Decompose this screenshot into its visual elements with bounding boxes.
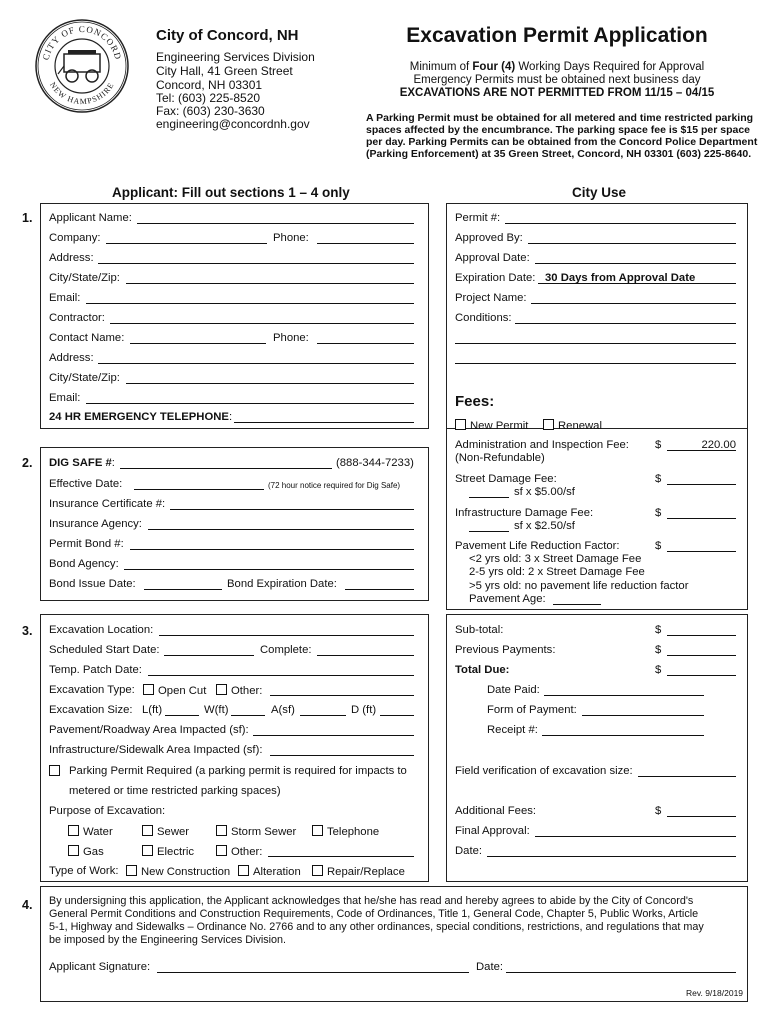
section-number-1: 1.	[22, 211, 33, 225]
subtotal-label: Sub-total:	[455, 624, 504, 636]
receipt-label: Receipt #:	[487, 724, 538, 736]
approved-by-field[interactable]	[528, 243, 736, 244]
admin-fee-label: Administration and Inspection Fee:	[455, 439, 629, 451]
min-days-note: Minimum of Four (4) Working Days Required for Approval	[409, 61, 705, 73]
excavation-type-label: Excavation Type:	[49, 684, 135, 696]
pavement-factor-field[interactable]	[667, 551, 736, 552]
address-field[interactable]	[98, 263, 414, 264]
city-state-zip-label: City/State/Zip:	[49, 272, 120, 284]
alteration-box[interactable]	[238, 865, 249, 876]
complete-label: Complete:	[260, 644, 312, 656]
storm-sewer-checkbox[interactable]: Storm Sewer	[216, 825, 296, 839]
telephone-checkbox[interactable]: Telephone	[312, 825, 379, 839]
bond-issue-field[interactable]	[144, 589, 222, 590]
repair-replace-checkbox[interactable]: Repair/Replace	[312, 865, 405, 879]
contractor-email-label: Email:	[49, 392, 81, 404]
emergency-telephone-field[interactable]	[234, 422, 414, 423]
company-field[interactable]	[106, 243, 267, 244]
gas-checkbox[interactable]: Gas	[68, 845, 104, 859]
telephone-box[interactable]	[312, 825, 323, 836]
temp-patch-field[interactable]	[148, 675, 414, 676]
electric-checkbox[interactable]: Electric	[142, 845, 194, 859]
form-of-payment-label: Form of Payment:	[487, 704, 577, 716]
scheduled-start-label: Scheduled Start Date:	[49, 644, 160, 656]
purpose-other-checkbox[interactable]: Other:	[216, 845, 262, 859]
insurance-cert-field[interactable]	[170, 509, 414, 510]
email-field[interactable]	[86, 303, 414, 304]
street-damage-label: Street Damage Fee:	[455, 473, 557, 485]
address-line-1: City Hall, 41 Green Street	[156, 64, 293, 78]
project-name-field[interactable]	[531, 303, 736, 304]
form-of-payment-field[interactable]	[582, 715, 704, 716]
receipt-field[interactable]	[542, 735, 704, 736]
excavation-other-checkbox[interactable]: Other:	[216, 684, 262, 698]
area-label: A(sf)	[271, 704, 295, 716]
final-approval-field[interactable]	[535, 836, 736, 837]
email-label: Email:	[49, 292, 81, 304]
conditions-field-3[interactable]	[455, 363, 736, 364]
total-due-label: Total Due:	[455, 664, 510, 676]
infra-damage-fee-field[interactable]	[667, 518, 736, 519]
section-number-3: 3.	[22, 624, 33, 638]
conditions-field-2[interactable]	[455, 343, 736, 344]
city-state-zip-field[interactable]	[126, 283, 414, 284]
parking-note-3: per day. Parking Permits can be obtained from the Concord Police Department	[366, 136, 758, 148]
bond-agency-field[interactable]	[124, 569, 414, 570]
approval-date-field[interactable]	[535, 263, 736, 264]
contractor-label: Contractor:	[49, 312, 105, 324]
dig-safe-notice: (72 hour notice required for Dig Safe)	[268, 481, 401, 490]
telephone-text: Tel: (603) 225-8520	[156, 91, 261, 105]
infra-damage-dollar: $	[655, 507, 662, 519]
additional-fees-dollar: $	[655, 805, 662, 817]
permit-bond-label: Permit Bond #:	[49, 538, 124, 550]
bond-expiration-field[interactable]	[345, 589, 414, 590]
purpose-label: Purpose of Excavation:	[49, 805, 166, 817]
admin-fee-value: 220.00	[701, 439, 736, 451]
signature-field[interactable]	[157, 972, 469, 973]
purpose-other-field[interactable]	[268, 856, 414, 857]
field-verification-field[interactable]	[638, 776, 736, 777]
contact-name-label: Contact Name:	[49, 332, 125, 344]
contractor-email-field[interactable]	[86, 403, 414, 404]
expiration-date-value: 30 Days from Approval Date	[545, 272, 696, 284]
electric-box[interactable]	[142, 845, 153, 856]
street-damage-sf-field[interactable]	[469, 497, 509, 498]
length-label: L(ft)	[142, 704, 163, 716]
applicant-name-label: Applicant Name:	[49, 212, 132, 224]
dig-safe-phone: (888-344-7233)	[336, 457, 414, 469]
length-field[interactable]	[165, 715, 199, 716]
non-refundable-label: (Non-Refundable)	[455, 452, 545, 464]
street-damage-rate: sf x $5.00/sf	[514, 486, 575, 498]
company-label: Company:	[49, 232, 101, 244]
effective-date-field[interactable]	[134, 489, 264, 490]
field-verification-label: Field verification of excavation size:	[455, 765, 633, 777]
approval-date-label: Approval Date:	[455, 252, 530, 264]
parking-permit-box[interactable]	[49, 765, 60, 776]
depth-field[interactable]	[380, 715, 414, 716]
parking-required-text-2: metered or time restricted parking spaces)	[69, 785, 281, 797]
expiration-date-field[interactable]	[538, 283, 736, 284]
pavement-factor-dollar: $	[655, 540, 662, 552]
admin-fee-dollar: $	[655, 439, 662, 451]
infra-damage-label: Infrastructure Damage Fee:	[455, 507, 594, 519]
address-line-2: Concord, NH 03301	[156, 78, 263, 92]
previous-payments-field[interactable]	[667, 655, 736, 656]
contractor-address-field[interactable]	[98, 363, 414, 364]
email-link[interactable]: engineering@concordnh.gov	[156, 117, 310, 131]
city-name: City of Concord, NH	[156, 27, 299, 44]
parking-note-4: (Parking Enforcement) at 35 Green Street, Concord, NH 03301 (603) 225-8640.	[366, 148, 752, 160]
area-field[interactable]	[300, 715, 346, 716]
section-number-2: 2.	[22, 456, 33, 470]
final-date-label: Date:	[455, 845, 483, 857]
excavation-other-field[interactable]	[270, 695, 414, 696]
seal-bottom-text: NEW HAMPSHIRE	[48, 80, 116, 107]
section-number-4: 4.	[22, 898, 33, 912]
fax-text: Fax: (603) 230-3630	[156, 104, 265, 118]
agreement-line-3: 5-1, Highway and Sidewalks – Ordinance No. 2766 and to any other ordinances, special conditions, restrictions, and regulations that may	[49, 921, 704, 933]
scheduled-start-field[interactable]	[164, 655, 254, 656]
signature-date-label: Date:	[476, 961, 504, 973]
renewal-checkbox[interactable]: Renewal	[543, 419, 602, 433]
revision-text: Rev. 9/18/2019	[686, 988, 744, 998]
repair-replace-box[interactable]	[312, 865, 323, 876]
agreement-line-2: General Permit Conditions and Construction Requirements, Code of Ordinances, Title 1, General Code, Chapter 5, Public Works, Article	[49, 908, 699, 920]
permit-number-field[interactable]	[505, 223, 736, 224]
applicant-name-field[interactable]	[137, 223, 414, 224]
depth-label: D (ft)	[351, 704, 377, 716]
emergency-telephone-label: 24 HR EMERGENCY TELEPHONE:	[49, 411, 233, 423]
contractor-field[interactable]	[110, 323, 414, 324]
phone-label: Phone:	[273, 232, 309, 244]
pavement-area-label: Pavement/Roadway Area Impacted (sf):	[49, 724, 249, 736]
excavation-other-box[interactable]	[216, 684, 227, 695]
bond-expiration-label: Bond Expiration Date:	[227, 578, 337, 590]
phone-field[interactable]	[317, 243, 414, 244]
insurance-agency-field[interactable]	[148, 529, 414, 530]
approved-by-label: Approved By:	[455, 232, 523, 244]
dig-safe-field[interactable]	[120, 468, 332, 469]
parking-note-2: spaces affected by the encumbrance. The parking space fee is $15 per space	[366, 124, 751, 136]
conditions-field-1[interactable]	[515, 323, 736, 324]
bond-agency-label: Bond Agency:	[49, 558, 119, 570]
excavation-location-field[interactable]	[159, 635, 414, 636]
permit-number-label: Permit #:	[455, 212, 501, 224]
total-due-field[interactable]	[667, 675, 736, 676]
gas-box[interactable]	[68, 845, 79, 856]
contractor-city-field[interactable]	[126, 383, 414, 384]
temp-patch-label: Temp. Patch Date:	[49, 664, 142, 676]
dig-safe-label: DIG SAFE #:	[49, 457, 115, 469]
permit-bond-field[interactable]	[130, 549, 414, 550]
open-cut-box[interactable]	[143, 684, 154, 695]
city-seal	[34, 18, 130, 114]
bond-issue-label: Bond Issue Date:	[49, 578, 136, 590]
city-use-header: City Use	[572, 185, 627, 200]
contact-phone-field[interactable]	[317, 343, 414, 344]
insurance-agency-label: Insurance Agency:	[49, 518, 142, 530]
subtotal-dollar: $	[655, 624, 662, 636]
new-permit-box[interactable]	[455, 419, 466, 430]
purpose-other-box[interactable]	[216, 845, 227, 856]
pavement-age-field[interactable]	[553, 604, 601, 605]
signature-date-field[interactable]	[506, 972, 736, 973]
type-of-work-label: Type of Work:	[49, 865, 119, 877]
date-paid-label: Date Paid:	[487, 684, 540, 696]
pavement-rule-2: 2-5 yrs old: 2 x Street Damage Fee	[469, 566, 645, 578]
street-damage-fee-field[interactable]	[667, 484, 736, 485]
complete-field[interactable]	[317, 655, 414, 656]
project-name-label: Project Name:	[455, 292, 527, 304]
alteration-checkbox[interactable]: Alteration	[238, 865, 301, 879]
sewer-checkbox[interactable]: Sewer	[142, 825, 189, 839]
agreement-line-4: be imposed by the Engineering Services Division.	[49, 934, 287, 946]
new-permit-checkbox[interactable]: New Permit	[455, 419, 528, 433]
street-damage-dollar: $	[655, 473, 662, 485]
new-construction-box[interactable]	[126, 865, 137, 876]
seal-graphic	[34, 18, 130, 114]
previous-payments-label: Previous Payments:	[455, 644, 556, 656]
fees-heading: Fees:	[455, 393, 495, 410]
page-title: Excavation Permit Application	[406, 24, 708, 47]
contact-name-field[interactable]	[130, 343, 266, 344]
date-paid-field[interactable]	[544, 695, 704, 696]
conditions-label: Conditions:	[455, 312, 512, 324]
final-date-field[interactable]	[487, 856, 736, 857]
previous-payments-dollar: $	[655, 644, 662, 656]
pavement-age-label: Pavement Age:	[469, 593, 546, 605]
insurance-cert-label: Insurance Certificate #:	[49, 498, 166, 510]
excavation-location-label: Excavation Location:	[49, 624, 154, 636]
pavement-rule-3: >5 yrs old: no pavement life reduction factor	[469, 580, 689, 592]
infra-area-label: Infrastructure/Sidewalk Area Impacted (sf):	[49, 744, 263, 756]
width-field[interactable]	[231, 715, 265, 716]
sewer-box[interactable]	[142, 825, 153, 836]
pavement-area-field[interactable]	[253, 735, 414, 736]
additional-fees-label: Additional Fees:	[455, 805, 537, 817]
infra-damage-rate: sf x $2.50/sf	[514, 520, 575, 532]
new-construction-checkbox[interactable]: New Construction	[126, 865, 230, 879]
final-approval-label: Final Approval:	[455, 825, 530, 837]
parking-note-1: A Parking Permit must be obtained for all metered and time restricted parking	[366, 112, 754, 124]
seal-top-text: CITY OF CONCORD	[40, 23, 124, 62]
infra-area-field[interactable]	[270, 755, 414, 756]
contractor-address-label: Address:	[49, 352, 94, 364]
admin-fee-field[interactable]	[667, 450, 736, 451]
open-cut-checkbox[interactable]: Open Cut	[143, 684, 206, 698]
excavation-size-label: Excavation Size:	[49, 704, 133, 716]
contractor-city-label: City/State/Zip:	[49, 372, 120, 384]
parking-required-text-1: Parking Permit Required (a parking permit is required for impacts to	[69, 765, 407, 777]
signature-label: Applicant Signature:	[49, 961, 151, 973]
not-permitted-note: EXCAVATIONS ARE NOT PERMITTED FROM 11/15 – 04/15	[399, 87, 715, 99]
total-due-dollar: $	[655, 664, 662, 676]
pavement-factor-label: Pavement Life Reduction Factor:	[455, 540, 620, 552]
width-label: W(ft)	[204, 704, 229, 716]
additional-fees-field[interactable]	[667, 816, 736, 817]
subtotal-field[interactable]	[667, 635, 736, 636]
storm-sewer-box[interactable]	[216, 825, 227, 836]
division-name: Engineering Services Division	[156, 50, 315, 64]
agreement-line-1: By undersigning this application, the Applicant acknowledges that he/she has read and hereby agrees to abide by the City of Concord's	[49, 895, 694, 907]
parking-permit-checkbox[interactable]	[49, 765, 64, 779]
emergency-note: Emergency Permits must be obtained next business day	[413, 74, 701, 86]
applicant-header: Applicant: Fill out sections 1 – 4 only	[112, 185, 350, 200]
water-checkbox[interactable]: Water	[68, 825, 113, 839]
renewal-box[interactable]	[543, 419, 554, 430]
address-label: Address:	[49, 252, 94, 264]
contact-phone-label: Phone:	[273, 332, 309, 344]
water-box[interactable]	[68, 825, 79, 836]
infra-damage-sf-field[interactable]	[469, 531, 509, 532]
pavement-rule-1: <2 yrs old: 3 x Street Damage Fee	[469, 553, 642, 565]
effective-date-label: Effective Date:	[49, 478, 123, 490]
expiration-date-label: Expiration Date:	[455, 272, 536, 284]
